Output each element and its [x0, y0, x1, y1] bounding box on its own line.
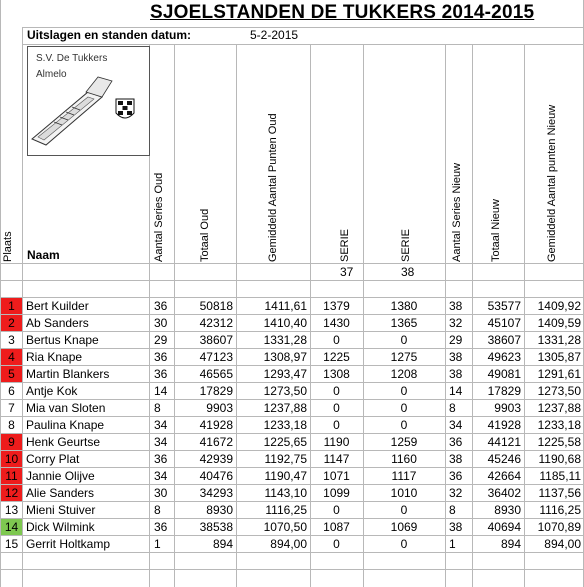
cell-aantal-oud: 36: [154, 520, 168, 534]
cell-totaal-nieuw: 45107: [487, 316, 521, 330]
cell-plaats: 9: [1, 434, 22, 450]
cell-naam: Dick Wilmink: [26, 520, 95, 534]
cell-totaal-oud: 38607: [199, 333, 233, 347]
cell-serie-1: 0: [333, 333, 340, 347]
cell-gem-oud: 1308,97: [263, 350, 307, 364]
cell-gem-oud: 1273,50: [263, 384, 307, 398]
cell-aantal-nieuw: 38: [449, 299, 463, 313]
cell-gem-oud: 1116,25: [265, 503, 307, 517]
cell-naam: Bertus Knape: [26, 333, 99, 347]
cell-plaats: 1: [1, 298, 22, 314]
cell-totaal-nieuw: 49081: [487, 367, 521, 381]
cell-aantal-oud: 29: [154, 333, 168, 347]
cell-aantal-oud: 34: [154, 435, 168, 449]
cell-serie-2: 1275: [390, 350, 418, 364]
cell-serie-1: 1087: [323, 520, 350, 534]
cell-gem-nieuw: 1237,88: [537, 401, 581, 415]
cell-serie-1: 0: [333, 401, 340, 415]
cell-totaal-oud: 40476: [199, 469, 233, 483]
club-logo: [27, 46, 150, 156]
cell-gem-nieuw: 1070,89: [537, 520, 581, 534]
cell-naam: Bert Kuilder: [26, 299, 89, 313]
header-gemiddeld-nieuw: Gemiddeld Aantal punten Nieuw: [546, 104, 558, 262]
cell-totaal-nieuw: 44121: [487, 435, 521, 449]
cell-serie-1: 1071: [323, 469, 350, 483]
cell-totaal-oud: 17829: [199, 384, 233, 398]
cell-totaal-oud: 46565: [199, 367, 233, 381]
cell-totaal-nieuw: 41928: [487, 418, 521, 432]
cell-plaats: 15: [4, 537, 19, 551]
cell-aantal-oud: 36: [154, 367, 168, 381]
cell-gem-oud: 1070,50: [263, 520, 307, 534]
cell-aantal-nieuw: 14: [449, 384, 463, 398]
cell-serie-2: 1365: [390, 316, 418, 330]
cell-serie-1: 1308: [323, 367, 350, 381]
cell-totaal-oud: 9903: [206, 401, 233, 415]
cell-aantal-nieuw: 29: [449, 333, 463, 347]
cell-aantal-nieuw: 8: [449, 503, 456, 517]
cell-aantal-nieuw: 38: [449, 350, 463, 364]
cell-gem-nieuw: 1409,92: [537, 299, 581, 313]
cell-serie-2: 1259: [390, 435, 418, 449]
cell-naam: Henk Geurtse: [26, 435, 101, 449]
cell-totaal-oud: 34293: [199, 486, 233, 500]
cell-totaal-nieuw: 36402: [487, 486, 521, 500]
cell-totaal-oud: 894: [212, 537, 233, 551]
datum-value: 5-2-2015: [250, 28, 299, 42]
cell-aantal-nieuw: 32: [449, 486, 463, 500]
cell-naam: Martin Blankers: [26, 367, 110, 381]
cell-plaats: 12: [1, 485, 22, 501]
cell-totaal-nieuw: 45246: [487, 452, 521, 466]
cell-serie-1: 1379: [323, 299, 350, 313]
cell-plaats: 6: [8, 384, 15, 398]
serie-number-37: 37: [340, 265, 354, 279]
datum-label: Uitslagen en standen datum:: [27, 28, 192, 42]
cell-totaal-nieuw: 40694: [487, 520, 521, 534]
cell-serie-2: 1117: [391, 469, 417, 483]
cell-aantal-oud: 34: [154, 418, 168, 432]
cell-gem-oud: 1192,75: [264, 452, 307, 466]
header-aantal-series-nieuw: Aantal Series Nieuw: [451, 162, 463, 262]
cell-serie-1: 1225: [323, 350, 350, 364]
cell-aantal-oud: 36: [154, 452, 168, 466]
cell-aantal-nieuw: 36: [449, 435, 463, 449]
cell-totaal-oud: 41672: [199, 435, 233, 449]
cell-totaal-oud: 42939: [199, 452, 233, 466]
cell-serie-2: 0: [400, 418, 408, 432]
cell-plaats: 14: [1, 519, 22, 535]
cell-naam: Ria Knape: [26, 350, 83, 364]
cell-gem-oud: 1411,61: [264, 299, 307, 313]
cell-aantal-oud: 14: [154, 384, 168, 398]
cell-gem-oud: 1143,10: [264, 486, 307, 500]
cell-totaal-nieuw: 42664: [487, 469, 521, 483]
cell-plaats: 8: [8, 418, 15, 432]
header-serie-1: SERIE: [339, 228, 351, 262]
cell-plaats: 5: [1, 366, 22, 382]
cell-gem-nieuw: 1305,87: [537, 350, 581, 364]
cell-gem-oud: 1190,47: [264, 469, 307, 483]
cell-plaats: 11: [1, 468, 22, 484]
cell-plaats: 2: [1, 315, 22, 331]
cell-gem-nieuw: 1185,11: [539, 469, 581, 483]
cell-aantal-nieuw: 32: [449, 316, 463, 330]
cell-gem-oud: 1293,47: [263, 367, 307, 381]
cell-gem-nieuw: 1409,59: [537, 316, 581, 330]
header-naam: Naam: [27, 248, 60, 262]
cell-serie-2: 1010: [390, 486, 418, 500]
header-totaal-nieuw: Totaal Nieuw: [490, 199, 502, 262]
cell-aantal-nieuw: 8: [449, 401, 456, 415]
cell-plaats: 3: [8, 333, 15, 347]
cell-gem-nieuw: 1190,68: [538, 452, 581, 466]
serie-number-38: 38: [401, 265, 415, 279]
cell-naam: Mia van Sloten: [26, 401, 106, 415]
logo-city: Almelo: [36, 69, 67, 80]
cell-plaats: 7: [8, 401, 15, 415]
header-gemiddeld-oud: Gemiddeld Aantal Punten Oud: [267, 113, 279, 262]
cell-naam: Antje Kok: [26, 384, 78, 398]
header-aantal-series-oud: Aantal Series Oud: [153, 172, 165, 262]
header-totaal-oud: Totaal Oud: [199, 208, 211, 262]
cell-gem-nieuw: 1331,28: [537, 333, 581, 347]
cell-naam: Mieni Stuiver: [26, 503, 96, 517]
cell-serie-1: 0: [333, 418, 340, 432]
cell-serie-2: 0: [400, 537, 408, 551]
cell-totaal-nieuw: 38607: [487, 333, 521, 347]
cell-plaats: 13: [4, 503, 19, 517]
cell-naam: Alie Sanders: [26, 486, 95, 500]
cell-totaal-oud: 38538: [199, 520, 233, 534]
cell-gem-oud: 1225,65: [263, 435, 307, 449]
cell-naam: Gerrit Holtkamp: [26, 537, 111, 551]
cell-aantal-nieuw: 38: [449, 367, 463, 381]
cell-totaal-nieuw: 894: [500, 537, 521, 551]
cell-serie-1: 1190: [323, 435, 350, 449]
cell-serie-1: 1099: [323, 486, 350, 500]
cell-aantal-nieuw: 36: [449, 469, 463, 483]
logo-club-name: S.V. De Tukkers: [36, 53, 108, 64]
cell-aantal-nieuw: 38: [449, 452, 463, 466]
cell-serie-2: 0: [400, 401, 408, 415]
cell-plaats: 4: [1, 349, 22, 365]
cell-totaal-oud: 50818: [199, 299, 233, 313]
cell-aantal-oud: 30: [154, 316, 168, 330]
cell-totaal-nieuw: 8930: [494, 503, 521, 517]
cell-totaal-nieuw: 17829: [487, 384, 521, 398]
cell-serie-2: 1069: [390, 520, 418, 534]
cell-totaal-nieuw: 53577: [487, 299, 521, 313]
cell-gem-nieuw: 894,00: [544, 537, 581, 551]
cell-gem-nieuw: 1116,25: [539, 503, 581, 517]
cell-aantal-nieuw: 1: [449, 537, 456, 551]
cell-aantal-oud: 8: [154, 503, 161, 517]
cell-serie-2: 1208: [390, 367, 418, 381]
sjoelbak-icon: [28, 47, 149, 155]
cell-serie-1: 1430: [323, 316, 350, 330]
cell-gem-nieuw: 1225,58: [537, 435, 581, 449]
cell-gem-nieuw: 1273,50: [537, 384, 581, 398]
cell-totaal-oud: 47123: [199, 350, 233, 364]
cell-gem-nieuw: 1233,18: [537, 418, 581, 432]
cell-aantal-oud: 34: [154, 469, 168, 483]
cell-serie-2: 0: [400, 333, 408, 347]
cell-aantal-oud: 30: [154, 486, 168, 500]
cell-serie-2: 1160: [391, 452, 417, 466]
cell-aantal-nieuw: 38: [449, 520, 463, 534]
cell-serie-2: 0: [400, 384, 408, 398]
cell-aantal-oud: 36: [154, 299, 168, 313]
cell-totaal-oud: 8930: [206, 503, 233, 517]
cell-naam: Jannie Olijve: [26, 469, 95, 483]
cell-naam: Corry Plat: [26, 452, 80, 466]
page-title: SJOELSTANDEN DE TUKKERS 2014-2015: [150, 2, 535, 23]
cell-totaal-nieuw: 49623: [487, 350, 521, 364]
cell-totaal-oud: 42312: [199, 316, 233, 330]
cell-naam: Ab Sanders: [26, 316, 89, 330]
cell-totaal-nieuw: 9903: [494, 401, 521, 415]
cell-serie-2: 0: [400, 503, 408, 517]
cell-plaats: 10: [1, 451, 22, 467]
cell-gem-oud: 894,00: [270, 537, 307, 551]
header-serie-2: SERIE: [400, 228, 412, 262]
cell-gem-oud: 1331,28: [263, 333, 307, 347]
cell-gem-oud: 1410,40: [263, 316, 307, 330]
cell-gem-oud: 1237,88: [263, 401, 307, 415]
cell-aantal-oud: 8: [154, 401, 161, 415]
cell-aantal-nieuw: 34: [449, 418, 463, 432]
cell-serie-1: 0: [333, 384, 340, 398]
cell-naam: Paulina Knape: [26, 418, 105, 432]
header-plaats: Plaats: [2, 231, 14, 262]
cell-serie-2: 1380: [390, 299, 418, 313]
cell-serie-1: 0: [333, 503, 340, 517]
cell-serie-1: 1147: [323, 452, 350, 466]
cell-gem-oud: 1233,18: [263, 418, 307, 432]
cell-aantal-oud: 1: [154, 537, 161, 551]
cell-aantal-oud: 36: [154, 350, 168, 364]
cell-totaal-oud: 41928: [199, 418, 233, 432]
cell-gem-nieuw: 1291,61: [537, 367, 581, 381]
cell-gem-nieuw: 1137,56: [538, 486, 581, 500]
cell-serie-1: 0: [333, 537, 340, 551]
